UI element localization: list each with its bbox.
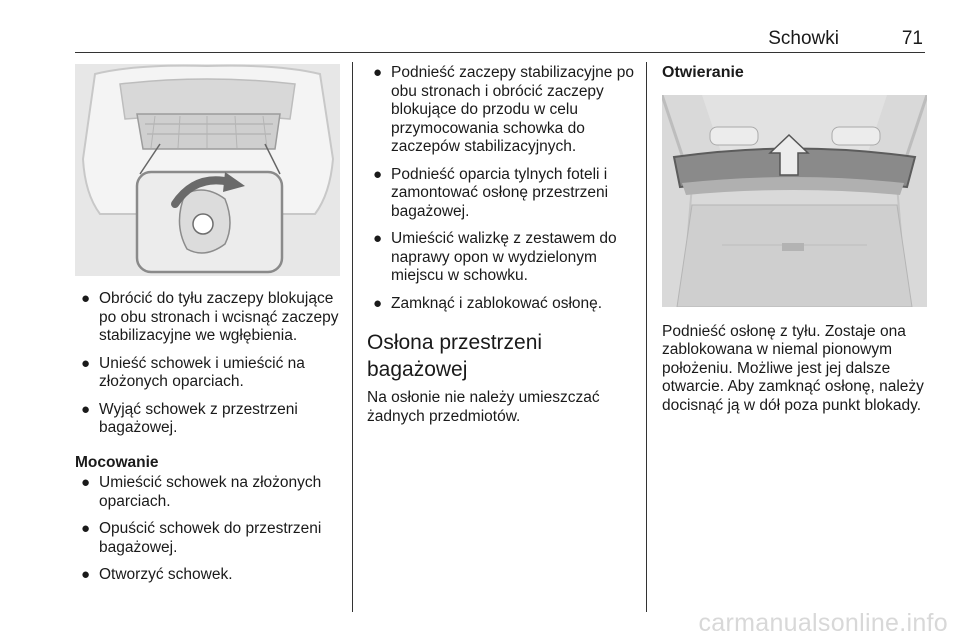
list-item: ● Umieścić walizkę z zestawem do naprawy opon w wydzielonym miejscu w schowku. — [373, 230, 617, 284]
list-item: ● Obrócić do tyłu zaczepy blokujące po obu stronach i wcisnąć zaczepy stabilizacyjne we wgłębienia. — [81, 290, 339, 344]
section-paragraph: Na osłonie nie należy umieszczać żadnych przedmiotów. — [367, 389, 600, 425]
list-item: ● Unieść schowek i umieścić na złożonych oparciach. — [81, 354, 305, 390]
list-item: ● Zamknąć i zablokować osłonę. — [373, 294, 603, 312]
mounting-heading: Mocowanie — [75, 453, 159, 471]
list-item: ● Umieścić schowek na złożonych oparciach. — [81, 474, 322, 510]
list-item: ● Podnieść zaczepy stabilizacyjne po obu stronach i obrócić zaczepy blokujące do przodu w celu przymocowania schowka do zaczepów stabilizacyjnych. — [373, 64, 634, 155]
installation-steps — [367, 64, 639, 313]
list-item: ● Opuścić schowek do przestrzeni bagażowej. — [81, 520, 322, 556]
section-heading: Osłona przestrzeni bagażowej — [367, 331, 543, 381]
storage-box-illustration — [75, 64, 340, 276]
cargo-cover-illustration — [662, 95, 927, 307]
left-column — [75, 64, 340, 594]
section-title: Schowki — [768, 28, 839, 49]
page-number: 71 — [901, 28, 923, 49]
right-column — [662, 64, 927, 415]
middle-column — [367, 64, 639, 426]
removal-steps — [75, 290, 340, 438]
column-divider-right — [646, 62, 647, 612]
list-item: ● Otworzyć schowek. — [81, 566, 233, 583]
watermark: carmanualsonline.info — [698, 609, 948, 637]
list-item: ● Wyjąć schowek z przestrzeni bagażowej. — [81, 400, 298, 436]
page-header — [75, 22, 925, 53]
list-item: ● Podnieść oparcia tylnych foteli i zamontować osłonę przestrzeni bagażowej. — [373, 165, 609, 220]
column-divider-left — [352, 62, 353, 612]
mounting-steps — [75, 474, 340, 585]
opening-paragraph: Podnieść osłonę z tyłu. Zostaje ona zablokowana w niemal pionowym położeniu. Możliwe jest jej dalsze otwarcie. Aby zamknąć osłonę, należy docisnąć ją w dół poza punkt blokady. — [662, 322, 924, 414]
opening-heading: Otwieranie — [662, 64, 744, 81]
